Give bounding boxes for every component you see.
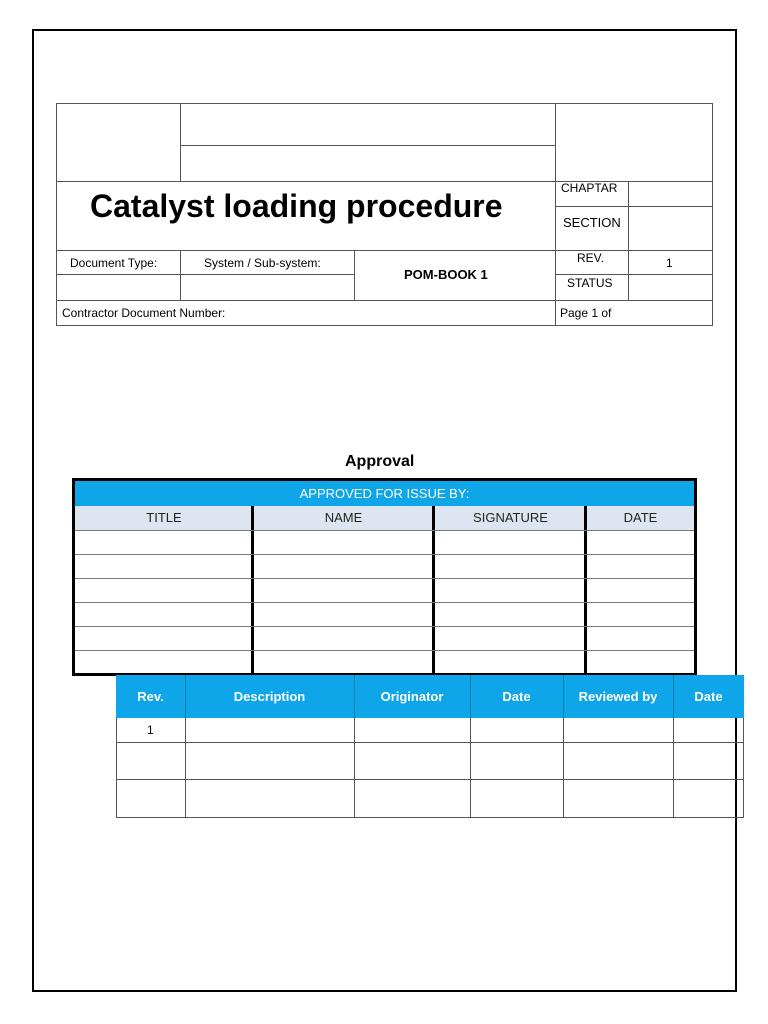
chaptar-label: CHAPTAR bbox=[561, 181, 618, 195]
status-label: STATUS bbox=[567, 276, 613, 290]
approval-col-date: DATE bbox=[623, 510, 658, 525]
approval-row bbox=[75, 578, 694, 579]
rev-col-reviewed-by: Reviewed by bbox=[578, 689, 658, 704]
rev-value: 1 bbox=[666, 256, 673, 270]
section-label: SECTION bbox=[563, 215, 621, 230]
document-title: Catalyst loading procedure bbox=[90, 188, 503, 224]
approval-row bbox=[75, 650, 694, 651]
system-subsystem-label: System / Sub-system: bbox=[204, 256, 321, 270]
approval-row bbox=[75, 554, 694, 555]
document-type-label: Document Type: bbox=[70, 256, 158, 270]
rev-col-date-2: Date bbox=[694, 689, 723, 704]
contractor-doc-number-label: Contractor Document Number: bbox=[62, 306, 226, 320]
approval-banner bbox=[75, 481, 694, 506]
page-number-label: Page 1 of bbox=[560, 306, 612, 320]
approval-row bbox=[75, 626, 694, 627]
rev-col-originator: Originator bbox=[380, 689, 444, 704]
approval-col-title: TITLE bbox=[146, 510, 182, 525]
rev-col-date: Date bbox=[502, 689, 531, 704]
approval-heading: Approval bbox=[345, 453, 415, 470]
revision-table-header bbox=[116, 675, 744, 718]
approval-col-signature: SIGNATURE bbox=[473, 510, 548, 525]
rev-col-rev: Rev. bbox=[137, 689, 164, 704]
table-row-rev-value: 1 bbox=[147, 723, 154, 737]
approval-banner-text: APPROVED FOR ISSUE BY: bbox=[299, 486, 470, 501]
approval-row bbox=[75, 530, 694, 531]
approval-row bbox=[75, 602, 694, 603]
rev-col-description: Description bbox=[233, 689, 306, 704]
approval-column-headers bbox=[75, 506, 694, 530]
rev-label: REV. bbox=[577, 251, 604, 265]
book-label: POM-BOOK 1 bbox=[404, 267, 488, 282]
approval-table bbox=[72, 478, 697, 676]
approval-col-name: NAME bbox=[324, 510, 363, 525]
